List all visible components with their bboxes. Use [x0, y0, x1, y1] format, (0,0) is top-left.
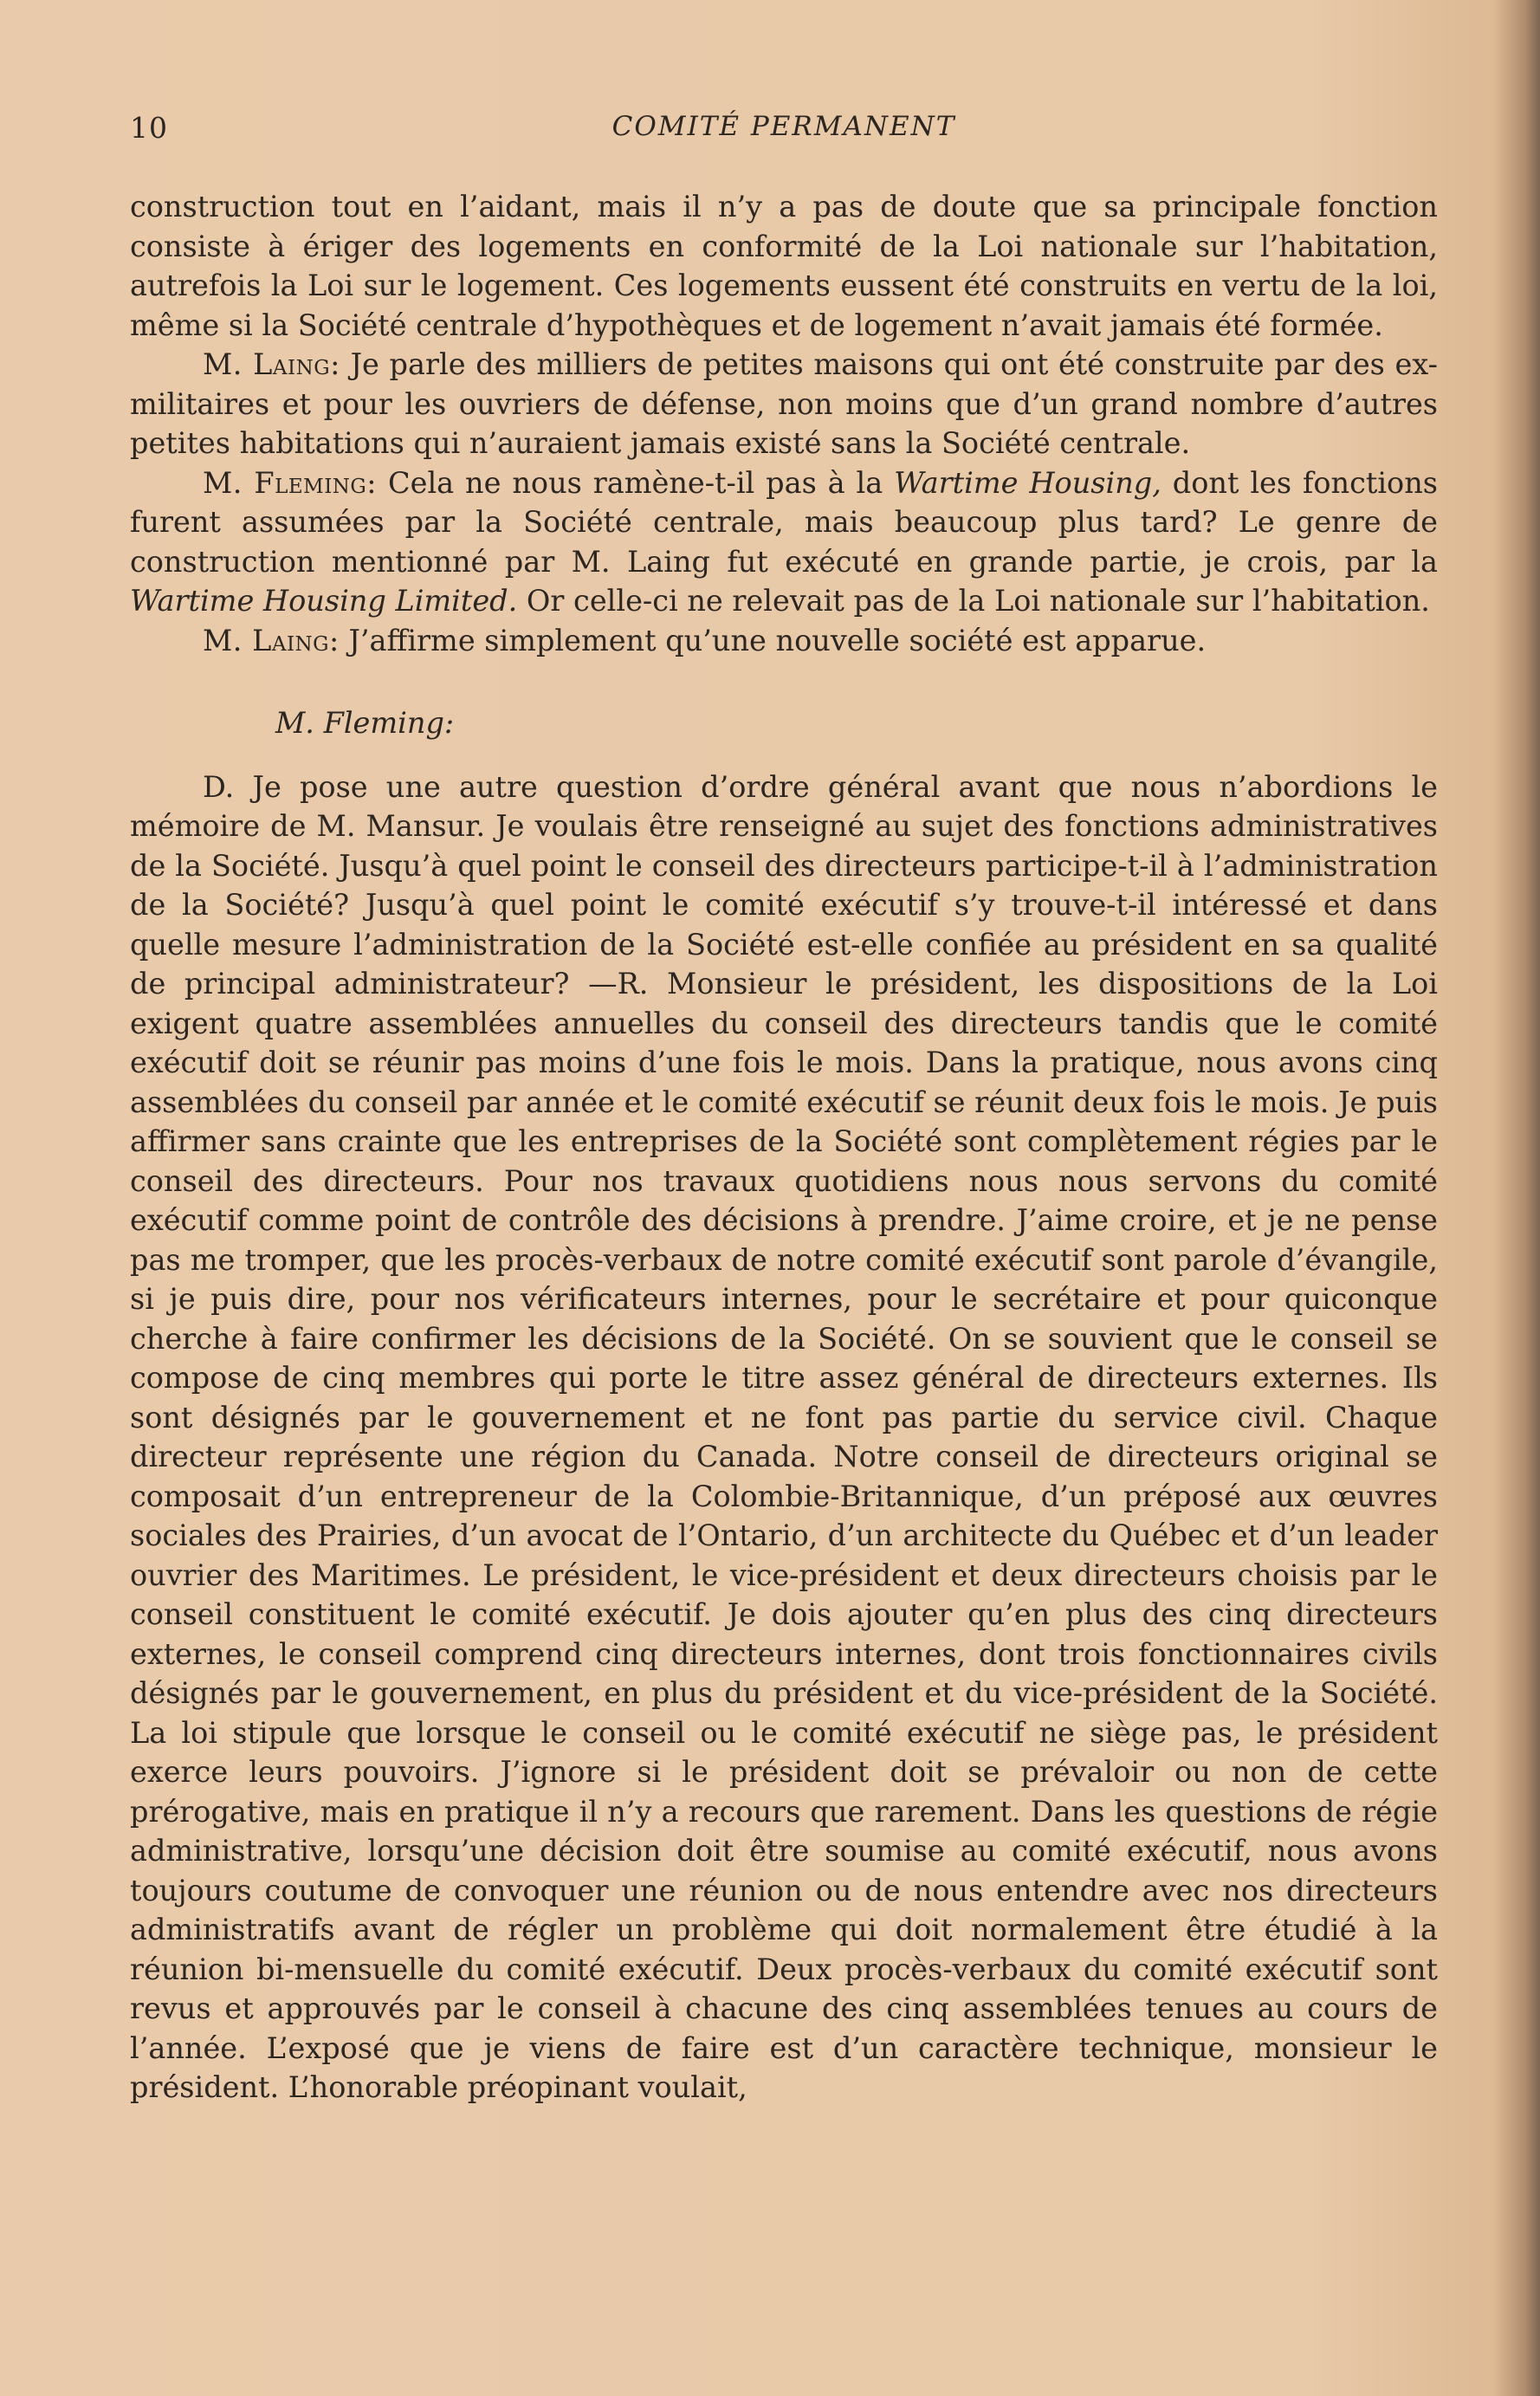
answer-text: —R. Monsieur le président, les dispositions de la Loi exigent quatre assemblées annuelles du conseil des directeurs tandis que le comité exécutif doit se réunir pas moins d’une fois le mois. Dans la pratique, nous avons cinq assemblées du conseil par année et le comité exécutif se réunit deux fois le mois. Je puis affirmer sans crainte que les entreprises de la Société sont complètement régies par le conseil des directeurs. Pour nos travaux quotidiens nous nous servons du comité exécutif comme point de contrôle des décisions à prendre. J’aime croire, et je ne pense pas me tromper, que les procès-verbaux de notre comité exécutif sont parole d’évangile, si je puis dire, pour nos vérificateurs internes, pour le secrétaire et pour quiconque cherche à faire confirmer les décisions de la Société. On se souvient que le conseil se compose de cinq membres qui porte le titre assez général de directeurs externes. Ils sont désignés par le gouvernement et ne font pas partie du service civil. Chaque directeur représente une région du Canada. Notre conseil de directeurs original se composait d’un entrepreneur de la Colombie-Britannique, d’un préposé aux œuvres sociales des Prairies, d’un avocat de l’Ontario, d’un architecte du Québec et d’un leader ouvrier des Maritimes. Le président, le vice-président et deux directeurs choisis par le conseil constituent le comité exécutif. Je dois ajouter qu’en plus des cinq directeurs externes, le conseil comprend cinq directeurs internes, dont trois fonctionnaires civils désignés par le gouvernement, en plus du président et du vice-président de la Société. La loi stipule que lorsque le conseil ou le comité exécutif ne siège pas, le président exerce leurs pouvoirs. J’ignore si le président doit se prévaloir ou non de cette prérogative, mais en pratique il n’y a recours que rarement. Dans les questions de régie administrative, lorsqu’une décision doit être soumise au comité exécutif, nous avons toujours coutume de convoquer une réunion ou de nous entendre avec nos directeurs administratifs avant de régler un problème qui doit normalement être étudié à la réunion bi-mensuelle du comité exécutif. Deux procès-verbaux du comité exécutif sont revus et approuvés par le conseil à chacune des cinq assemblées tenues au cours de l’année. L’exposé que je viens de faire est d’un caractère technique, monsieur le président. L’honorable préopinant voulait, — [130, 967, 1438, 2104]
running-head: COMITÉ PERMANENT — [611, 111, 956, 142]
section-heading: M. Fleming: — [275, 706, 455, 740]
speaker-label: M. Fleming: — [203, 465, 378, 500]
body-text — [130, 187, 1438, 2108]
speech-text: Cela ne nous ramène-t-il pas à la — [377, 465, 895, 500]
paragraph-fleming-1 — [130, 463, 1438, 621]
speech-text: Or celle-ci ne relevait pas de la Loi nationale sur l’habitation. — [517, 584, 1430, 618]
speaker-label: M. Laing: — [203, 623, 340, 657]
question-answer — [130, 767, 1438, 2108]
page-number: 10 — [130, 111, 168, 145]
page-header — [130, 111, 1438, 154]
italic-title: Wartime Housing Limited. — [130, 584, 518, 618]
italic-title: Wartime Housing, — [894, 465, 1161, 500]
speech-text: Je parle des milliers de petites maisons qui ont été construite par des ex-militaires et pour les ouvriers de défense, non moins que d’un grand nombre d’autres petites habitations qui n’auraient jamais existé sans la Société centrale. — [130, 347, 1439, 460]
paragraph-continuation: construction tout en l’aidant, mais il n’y a pas de doute que sa principale fonction consiste à ériger des logements en conformité de la Loi nationale sur l’habitation, autrefois la Loi sur le logement. Ces logements eussent été construits en vertu de la loi, même si la Société centrale d’hypothèques et de logement n’avait jamais été formée. — [130, 190, 1438, 342]
speaker-label: M. Laing: — [203, 347, 340, 381]
speech-text: dont les fonctions furent assumées par la Société centrale, mais beaucoup plus tard? Le genre de construction mentionné par M. Laing fut exécuté en grande partie, je crois, par la — [130, 465, 1438, 579]
speech-text: J’affirme simplement qu’une nouvelle société est apparue. — [339, 623, 1207, 657]
paragraph-laing-2 — [130, 621, 1438, 661]
paragraph-laing-1 — [130, 345, 1438, 463]
question-text: D. Je pose une autre question d’ordre général avant que nous n’abordions le mémoire de M. Mansur. Je voulais être renseigné au sujet des fonctions administratives de la Société. Jusqu’à quel point le conseil des directeurs participe-t-il à l’administration de la Société? Jusqu’à quel point le comité exécutif s’y trouve-t-il intéressé et dans quelle mesure l’administration de la Société est-elle confiée au président en sa qualité de principal administrateur? — [130, 769, 1438, 1000]
